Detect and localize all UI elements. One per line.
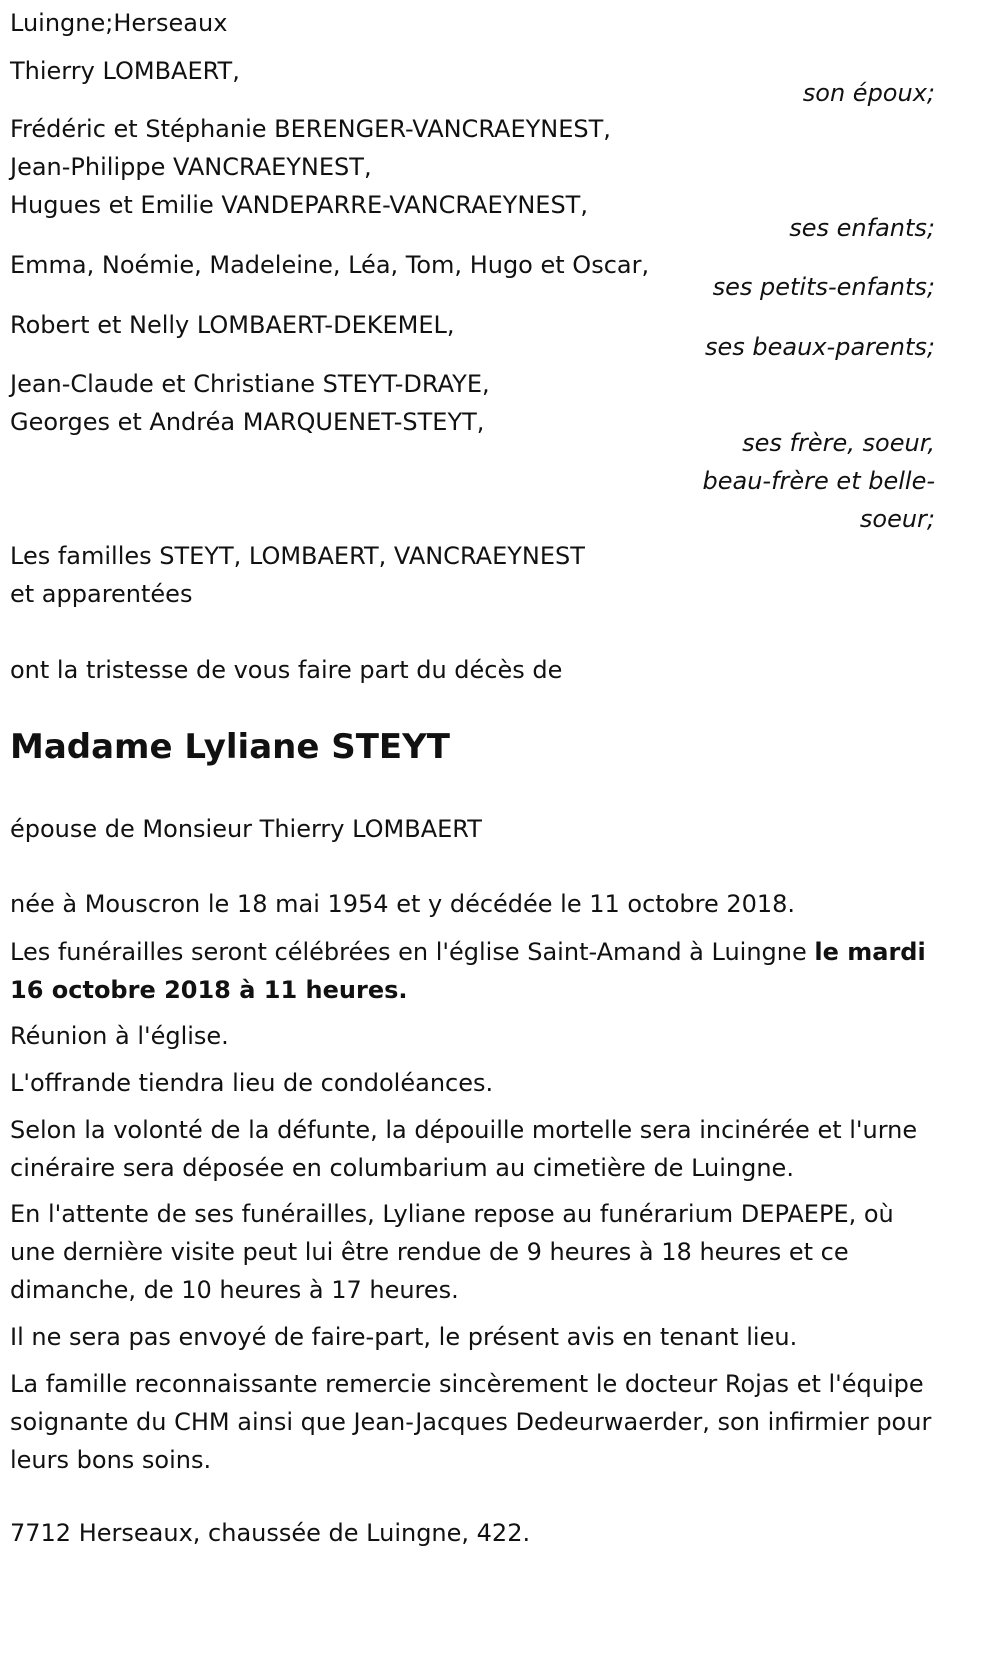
sibling-line: Jean-Claude et Christiane STEYT-DRAYE,: [10, 370, 490, 398]
child-line: Frédéric et Stéphanie BERENGER-VANCRAEYNEST,: [10, 115, 611, 143]
cremation-paragraph: Selon la volonté de la défunte, la dépouille mortelle sera incinérée et l'urne cinéraire sera déposée en columbarium au cimetière de Luingne.: [10, 1116, 918, 1182]
parents-in-law-line: Robert et Nelly LOMBAERT-DEKEMEL,: [10, 311, 455, 339]
siblings-relation-line: soeur;: [859, 505, 935, 533]
location-header: Luingne;Herseaux: [10, 9, 228, 37]
thanks-paragraph: La famille reconnaissante remercie sincèrement le docteur Rojas et l'équipe soignante du CHM ainsi que Jean-Jacques Dedeurwaerder, son infirmier pour leurs bons soins.: [10, 1370, 932, 1474]
birth-death-text: née à Mouscron le 18 mai 1954 et y décédée le 11 octobre 2018.: [10, 890, 796, 918]
siblings-relation-line: beau-frère et belle-: [702, 467, 935, 495]
grandchildren-line: Emma, Noémie, Madeleine, Léa, Tom, Hugo et Oscar,: [10, 251, 650, 279]
sibling-line: Georges et Andréa MARQUENET-STEYT,: [10, 408, 485, 436]
address-text: 7712 Herseaux, chaussée de Luingne, 422.: [10, 1519, 531, 1547]
spouse-relation: son époux;: [802, 79, 935, 107]
child-line: Hugues et Emilie VANDEPARRE-VANCRAEYNEST,: [10, 191, 588, 219]
announcement-text: ont la tristesse de vous faire part du décès de: [10, 656, 563, 684]
children-relation: ses enfants;: [789, 214, 935, 242]
families-line: Les familles STEYT, LOMBAERT, VANCRAEYNEST: [10, 542, 585, 570]
child-line: Jean-Philippe VANCRAEYNEST,: [10, 153, 372, 181]
visitation-paragraph: En l'attente de ses funérailles, Lyliane repose au funérarium DEPAEPE, où une dernière visite peut lui être rendue de 9 heures à 18 heures et ce dimanche, de 10 heures à 17 heures.: [10, 1200, 894, 1304]
spouse-name: Thierry LOMBAERT,: [10, 57, 240, 85]
funeral-intro: Les funérailles seront célébrées en l'église Saint-Amand à Luingne: [10, 938, 815, 966]
no-letters-text: Il ne sera pas envoyé de faire-part, le présent avis en tenant lieu.: [10, 1323, 798, 1351]
offering-text: L'offrande tiendra lieu de condoléances.: [10, 1069, 494, 1097]
siblings-relation-line: ses frère, soeur,: [742, 429, 935, 457]
meeting-text: Réunion à l'église.: [10, 1022, 229, 1050]
parents-in-law-relation: ses beaux-parents;: [705, 333, 935, 361]
grandchildren-relation: ses petits-enfants;: [712, 273, 935, 301]
funeral-date: le mardi 16 octobre 2018 à 11 heures.: [10, 938, 926, 1004]
funeral-paragraph: [10, 933, 935, 1009]
families-line: et apparentées: [10, 580, 193, 608]
deceased-name: Madame Lyliane STEYT: [10, 727, 450, 767]
spouse-of-text: épouse de Monsieur Thierry LOMBAERT: [10, 815, 482, 843]
